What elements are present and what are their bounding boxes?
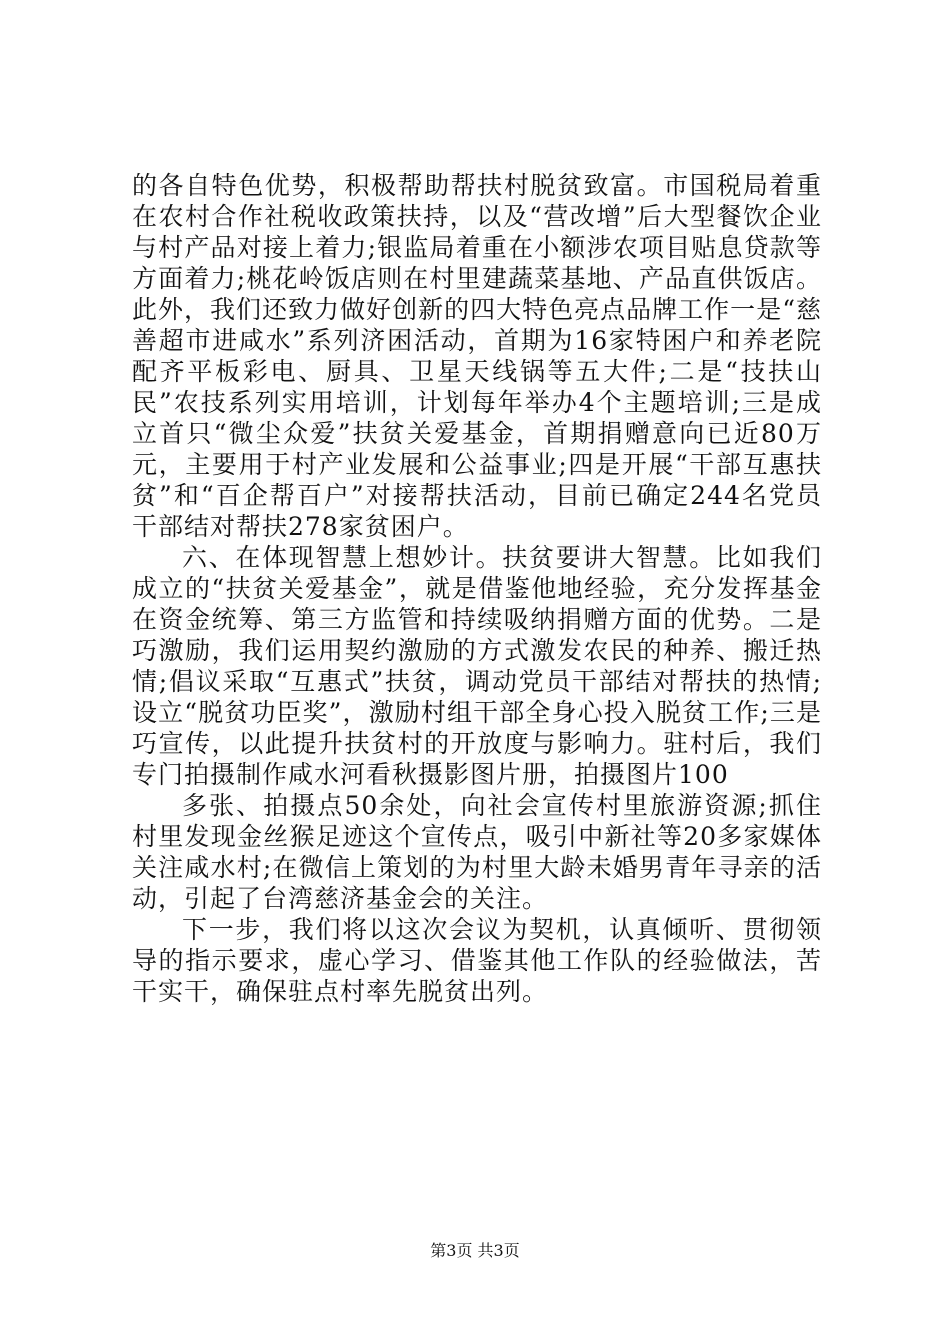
paragraph-six-wisdom: 六、在体现智慧上想妙计。扶贫要讲大智慧。比如我们成立的“扶贫关爱基金”，就是借鉴他地经验，充分发挥基金在资金统筹、第三方监管和持续吸纳捐赠方面的优势。二是巧激励，我们运用契约激励的方式激发农民的种养、搬迁热情;倡议采取“互惠式”扶贫，调动党员干部结对帮扶的热情;设立“脱贫功臣奖”，激励村组干部全身心投入脱贫工作;三是巧宣传，以此提升扶贫村的开放度与影响力。驻村后，我们专门拍摄制作咸水河看秋摄影图片册，拍摄图片100	[132, 543, 822, 789]
page-footer	[0, 1241, 950, 1261]
paragraph-promotion: 多张、拍摄点50余处，向社会宣传村里旅游资源;抓住村里发现金丝猴足迹这个宣传点，吸引中新社等20多家媒体关注咸水村;在微信上策划的为村里大龄未婚男青年寻亲的活动，引起了台湾慈济基金会的关注。	[132, 791, 822, 913]
paragraph-next-step: 下一步，我们将以这次会议为契机，认真倾听、贯彻领导的指示要求，虚心学习、借鉴其他工作队的经验做法，苦干实干，确保驻点村率先脱贫出列。	[132, 915, 822, 1006]
paragraph-continuation: 的各自特色优势，积极帮助帮扶村脱贫致富。市国税局着重在农村合作社税收政策扶持，以及“营改增”后大型餐饮企业与村产品对接上着力;银监局着重在小额涉农项目贴息贷款等方面着力;桃花岭饭店则在村里建蔬菜基地、产品直供饭店。此外，我们还致力做好创新的四大特色亮点品牌工作一是“慈善超市进咸水”系列济困活动，首期为16家特困户和养老院配齐平板彩电、厨具、卫星天线锅等五大件;二是“技扶山民”农技系列实用培训，计划每年举办4个主题培训;三是成立首只“微尘众爱”扶贫关爱基金，首期捐赠意向已近80万元，主要用于村产业发展和公益事业;四是开展“干部互惠扶贫”和“百企帮百户”对接帮扶活动，目前已确定244名党员干部结对帮扶278家贫困户。	[132, 171, 822, 541]
document-body	[132, 170, 822, 1007]
page-total: 共3页	[477, 1241, 520, 1260]
page-number: 第3页	[430, 1241, 473, 1260]
